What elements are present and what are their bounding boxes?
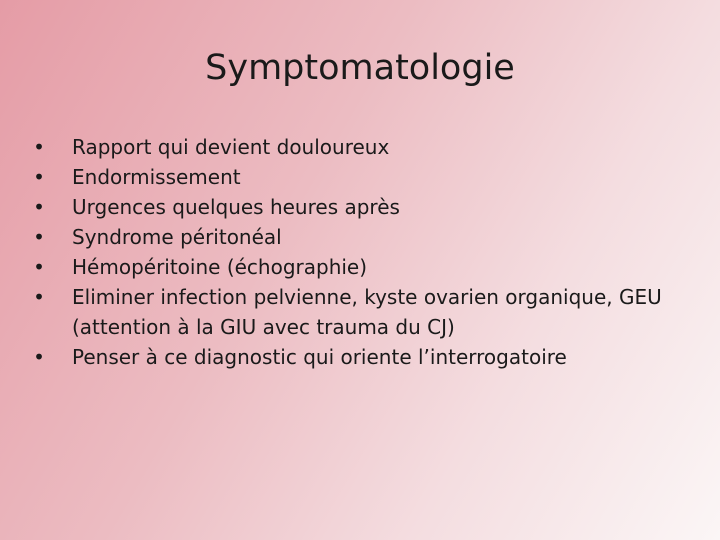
list-item: [32, 282, 672, 342]
list-item: [32, 342, 672, 372]
bullet-icon: •: [33, 345, 45, 369]
slide-title: Symptomatologie: [205, 48, 515, 88]
bullet-text: Syndrome péritonéal: [72, 225, 282, 249]
bullet-icon: •: [33, 225, 45, 249]
bullet-text: Endormissement: [72, 165, 241, 189]
bullet-icon: •: [33, 135, 45, 159]
list-item: [32, 192, 672, 222]
bullet-text: Penser à ce diagnostic qui oriente l’interrogatoire: [72, 345, 567, 369]
bullet-text: Hémopéritoine (échographie): [72, 255, 368, 279]
bullet-text: Eliminer infection pelvienne, kyste ovarien organique, GEU (attention à la GIU avec trauma du CJ): [72, 285, 662, 339]
bullet-icon: •: [33, 285, 45, 309]
list-item: [32, 222, 672, 252]
bullet-text: Urgences quelques heures après: [72, 195, 400, 219]
bullet-text: Rapport qui devient douloureux: [72, 135, 390, 159]
bullet-icon: •: [33, 255, 45, 279]
bullet-list: [32, 132, 672, 372]
list-item: [32, 162, 672, 192]
list-item: [32, 252, 672, 282]
list-item: [32, 132, 672, 162]
bullet-icon: •: [33, 195, 45, 219]
bullet-icon: •: [33, 165, 45, 189]
